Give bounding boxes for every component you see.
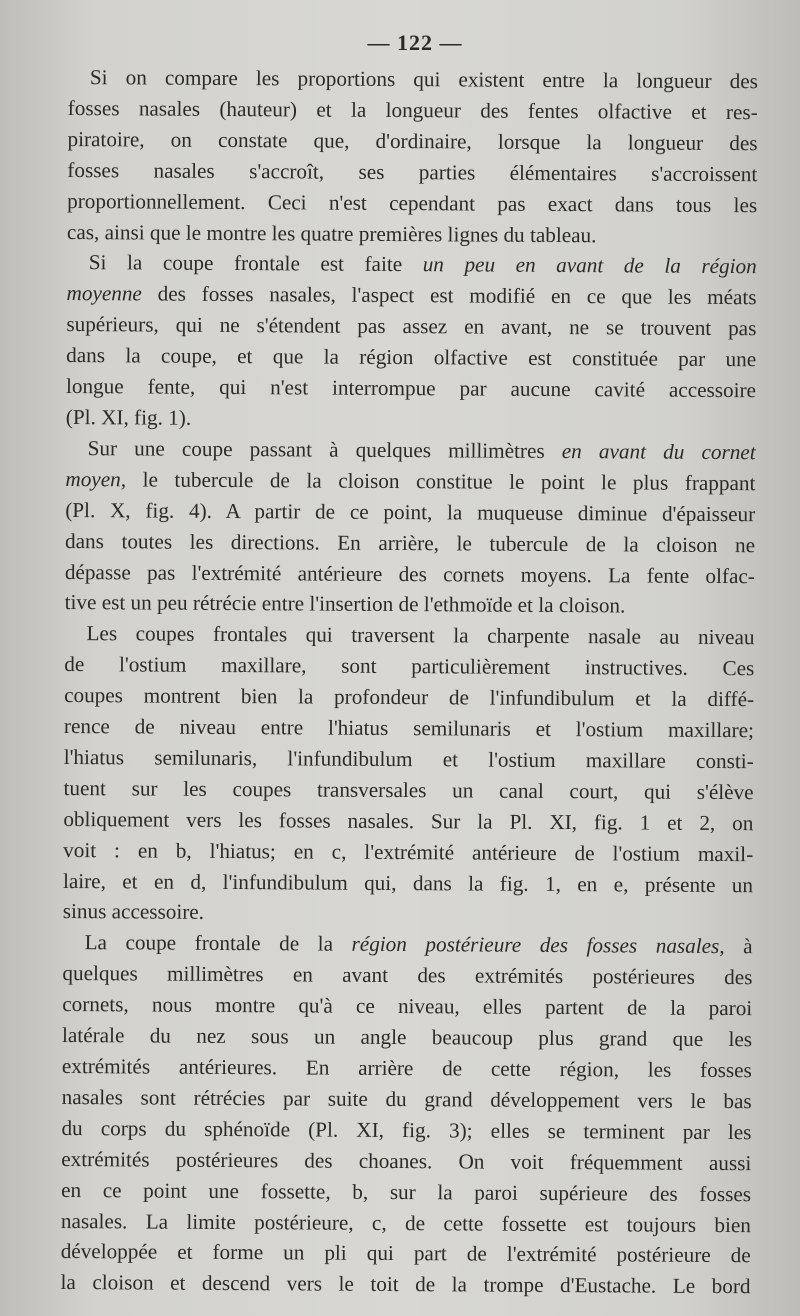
text-line: obliquement vers les fosses nasales. Sur la Pl. XI, fig. 1 et 2, on — [63, 806, 754, 835]
paragraph-4 — [63, 618, 755, 931]
text-run: à — [724, 934, 753, 959]
text-line — [65, 464, 755, 499]
text-line: nasales sont rétrécies par suite du grand développement vers le bas — [61, 1084, 752, 1114]
text-line: fosses nasales s'accroît, ses parties élémentaires s'accroissent — [67, 157, 758, 186]
text-run: le tubercule de la cloison constitue le point le plus frappant — [125, 467, 756, 495]
text-line: Les coupes frontales qui traversent la charpente nasale au niveau — [86, 621, 755, 650]
text-line: dépasse pas l'extrémité antérieure des cornets moyens. La fente olfac- — [64, 559, 755, 588]
italic-text: un peu en avant de la région — [422, 252, 757, 279]
text-line: sinus accessoire. — [62, 899, 205, 925]
text-line: laire, et en d, l'infundibulum qui, dans la fig. 1, en e, présente un — [62, 868, 754, 897]
text-line: dans toutes les directions. En arrière, le tubercule de la cloison ne — [65, 528, 756, 557]
text-line — [66, 278, 756, 313]
text-line: cas, ainsi que le montre les quatre premières lignes du tableau. — [66, 219, 597, 247]
paragraph-3 — [65, 433, 756, 623]
text-run: La coupe frontale de la — [84, 930, 352, 957]
italic-text: moyenne — [66, 281, 142, 306]
text-line: cornets, nous montre qu'à ce niveau, elles partent de la paroi — [62, 992, 753, 1021]
italic-text: région postérieure des fosses nasales, — [351, 932, 725, 959]
text-run: Si la coupe frontale est faite — [88, 250, 423, 277]
page-number: — 122 — — [367, 30, 463, 55]
italic-text: moyen, — [65, 466, 127, 492]
text-run: Sur une coupe passant à quelques millimètres — [87, 436, 562, 463]
text-line: extrémités antérieures. En arrière de cette région, les fosses — [61, 1053, 752, 1083]
text-line: fosses nasales (hauteur) et la longueur des fentes olfactive et res- — [67, 95, 758, 125]
text-line: rence de niveau entre l'hiatus semilunaris et l'ostium maxillare; — [63, 714, 755, 743]
italic-text: en avant du cornet — [561, 438, 756, 465]
paragraph-1 — [67, 62, 758, 252]
text-line: en ce point une fossette, b, sur la paroi supérieure des fosses — [61, 1177, 752, 1206]
paragraph-2 — [66, 247, 757, 437]
text-line — [63, 927, 753, 962]
text-run: des fosses nasales, l'aspect est modifié en ce que les méats — [141, 281, 757, 310]
text-line: (Pl. X, fig. 4). A partir de ce point, la muqueuse diminue d'épaisseur — [65, 497, 756, 526]
text-line: dans la coupe, et que la région olfactive est constituée par une — [66, 343, 757, 372]
text-line: proportionnellement. Ceci n'est cependant pas exact dans tous les — [67, 188, 758, 217]
text-line: piratoire, on constate que, d'ordinaire, lorsque la longueur des — [67, 126, 758, 156]
text-line: latérale du nez sous un angle beaucoup plus grand que les — [61, 1023, 753, 1052]
text-line: tuent sur les coupes transversales un canal court, qui s'élève — [63, 775, 754, 805]
text-line: Si on compare les proportions qui existent entre la longueur des — [89, 65, 758, 94]
text-line: développée et forme un pli qui part de l'extrémité postérieure de — [60, 1239, 751, 1268]
paragraph-5 — [60, 927, 752, 1302]
text-line: la cloison et descend vers le toit de la trompe d'Eustache. Le bord — [60, 1270, 751, 1299]
text-line: quelques millimètres en avant des extrémités postérieures des — [62, 961, 753, 990]
text-line: coupes montrent bien la profondeur de l'infundibulum et la diffé- — [64, 683, 755, 712]
text-line: nasales. La limite postérieure, c, de cette fossette est toujours bien — [60, 1208, 751, 1237]
text-line: l'hiatus semilunaris, l'infundibulum et l'ostium maxillare consti- — [63, 744, 754, 774]
text-line: supérieurs, qui ne s'étendent pas assez en avant, ne se trouvent pas — [66, 312, 757, 341]
text-line: de l'ostium maxillare, sont particulièrement instructives. Ces — [64, 652, 755, 681]
body-text — [60, 62, 758, 1302]
text-line: voit : en b, l'hiatus; en c, l'extrémité antérieure de l'ostium maxil- — [63, 837, 754, 866]
text-line — [67, 247, 757, 282]
text-line: (Pl. XI, fig. 1). — [65, 404, 192, 430]
text-line: du corps du sphénoïde (Pl. XI, fig. 3); elles se terminent par les — [61, 1115, 752, 1145]
text-line: extrémités postérieures des choanes. On voit fréquemment aussi — [61, 1146, 752, 1175]
text-line — [66, 433, 756, 468]
text-line: tive est un peu rétrécie entre l'insertion de l'ethmoïde et la cloison. — [64, 590, 626, 618]
text-line: longue fente, qui n'est interrompue par aucune cavité accessoire — [65, 374, 757, 403]
